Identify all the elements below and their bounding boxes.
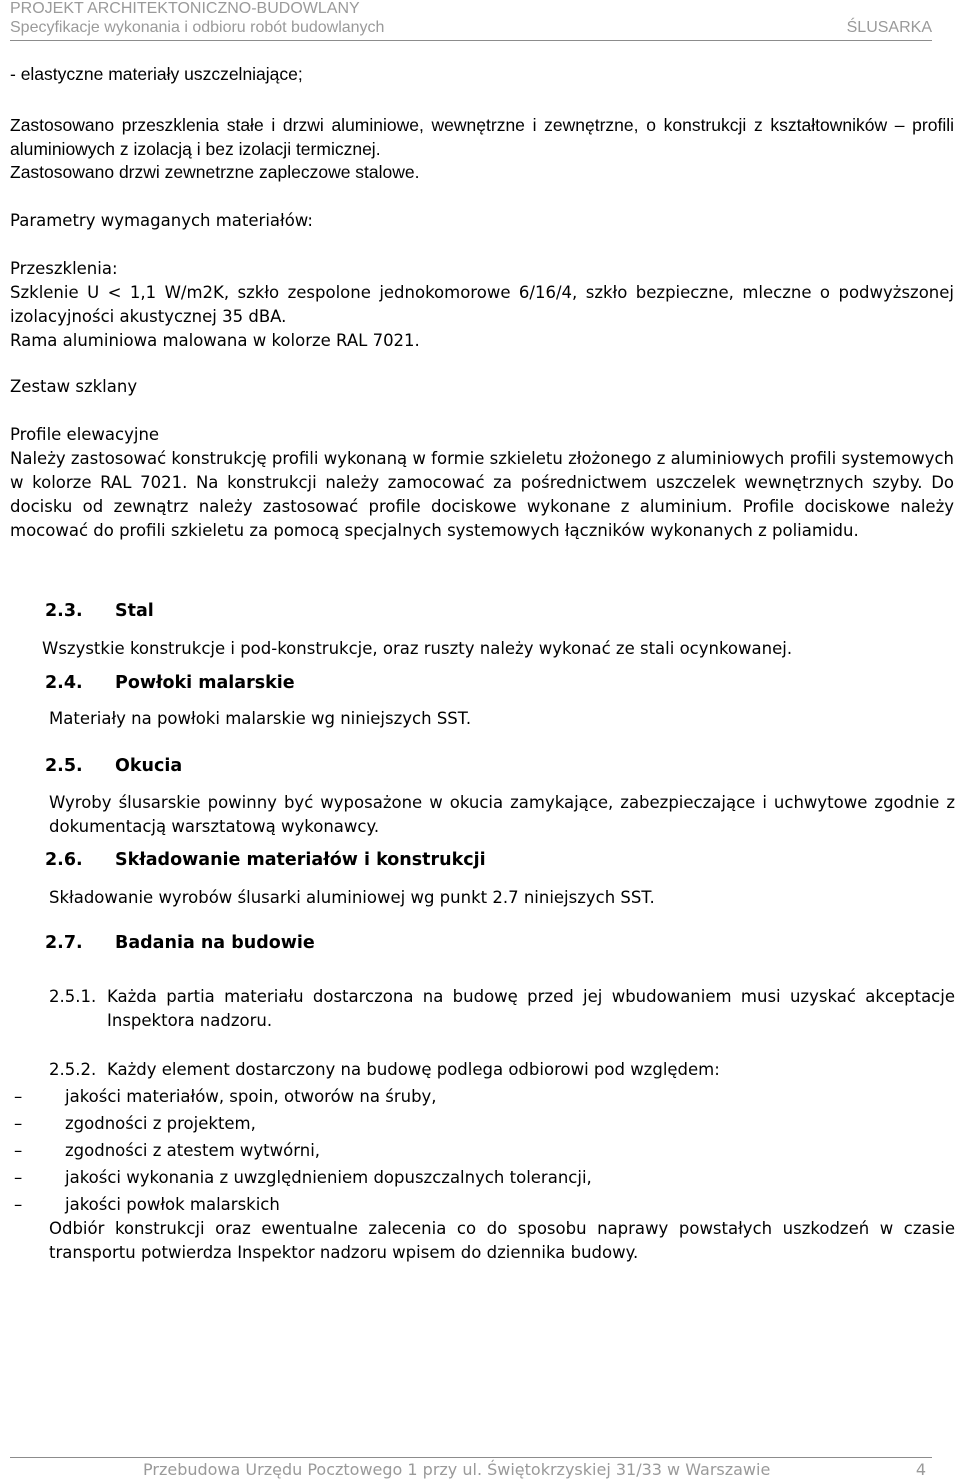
bullet-text: jakości materiałów, spoin, otworów na śruby, xyxy=(65,1087,437,1106)
header-project-title: PROJEKT ARCHITEKTONICZNO-BUDOWLANY xyxy=(10,0,360,17)
section-number: 2.4. xyxy=(45,673,83,693)
paragraph-glass-set: Zestaw szklany xyxy=(10,377,138,396)
section-title: Okucia xyxy=(115,756,183,776)
bullet-item xyxy=(14,1112,914,1136)
section-number: 2.7. xyxy=(45,933,83,953)
paragraph-steel-doors: Zastosowano drzwi zewnetrzne zapleczowe stalowe. xyxy=(10,162,420,182)
item-text: Każda partia materiału dostarczona na budowę przed jej wbudowaniem musi uzyskać akceptacje Inspektora nadzoru. xyxy=(107,987,955,1030)
page-footer xyxy=(10,1457,932,1479)
bullet-text: zgodności z atestem wytwórni, xyxy=(65,1141,321,1160)
footer-project-name: Przebudowa Urzędu Pocztowego 1 przy ul. Świętokrzyskiej 31/33 w Warszawie xyxy=(143,1460,771,1479)
dash-marker: – xyxy=(14,1168,23,1187)
section-heading-paint xyxy=(45,673,645,697)
section-title: Powłoki malarskie xyxy=(115,673,295,693)
section-text-steel: Wszystkie konstrukcje i pod-konstrukcje, oraz ruszty należy wykonać ze stali ocynkowanej. xyxy=(42,639,793,658)
item-text: Każdy element dostarczony na budowę podlega odbiorowi pod względem: xyxy=(107,1060,720,1079)
section-title: Stal xyxy=(115,601,154,621)
header-subtitle: Specyfikacje wykonania i odbioru robót budowlanych xyxy=(10,19,385,36)
page-number: 4 xyxy=(915,1460,926,1479)
section-heading-storage xyxy=(45,850,745,874)
dash-marker: – xyxy=(14,1141,23,1160)
dash-marker: – xyxy=(14,1195,23,1214)
bullet-text: zgodności z projektem, xyxy=(65,1114,256,1133)
bullet-text: jakości powłok malarskich xyxy=(65,1195,280,1214)
section-heading-steel xyxy=(45,601,645,625)
numbered-item-inspection xyxy=(49,1058,955,1082)
bullet-item xyxy=(14,1193,914,1217)
dash-marker: – xyxy=(14,1114,23,1133)
paragraph-closing: Odbiór konstrukcji oraz ewentualne zalecenia co do sposobu naprawy powstałych uszkodzeń w czasie transportu potwierdza Inspektor nadzoru wpisem do dziennika budowy. xyxy=(49,1219,955,1262)
bullet-text: jakości wykonania z uwzględnieniem dopuszczalnych tolerancji, xyxy=(65,1168,592,1187)
bullet-item xyxy=(14,1139,914,1163)
section-heading-site-tests xyxy=(45,933,645,957)
paragraph-sealants: - elastyczne materiały uszczelniające; xyxy=(10,64,303,84)
header-section-label: ŚLUSARKA xyxy=(846,19,932,36)
section-text-fittings: Wyroby ślusarskie powinny być wyposażone w okucia zamykające, zabezpieczające i uchwytowe zgodnie z dokumentacją warsztatową wykonawcy. xyxy=(49,793,955,836)
section-number: 2.5. xyxy=(45,756,83,776)
dash-marker: – xyxy=(14,1087,23,1106)
item-number: 2.5.1. xyxy=(49,987,97,1006)
section-text-paint: Materiały na powłoki malarskie wg niniejszych SST. xyxy=(49,709,472,728)
paragraph-glazing-label: Przeszklenia: xyxy=(10,259,118,278)
section-number: 2.3. xyxy=(45,601,83,621)
item-number: 2.5.2. xyxy=(49,1060,97,1079)
paragraph-frame-color: Rama aluminiowa malowana w kolorze RAL 7021. xyxy=(10,331,420,350)
numbered-item-acceptance xyxy=(49,985,955,1033)
section-title: Składowanie materiałów i konstrukcji xyxy=(115,850,486,870)
page-header xyxy=(10,0,932,41)
section-title: Badania na budowie xyxy=(115,933,315,953)
section-text-storage: Składowanie wyrobów ślusarki aluminiowej wg punkt 2.7 niniejszych SST. xyxy=(49,888,655,907)
paragraph-facade-profiles: Należy zastosować konstrukcję profili wykonaną w formie szkieletu złożonego z aluminiowych profili systemowych w kolorze RAL 7021. Na konstrukcji należy zamocować za pośrednictwem uszczelek wewnętrznych szyby. Do docisku od zewnątrz należy zastosować profile dociskowe wykonane z aluminium. Profile dociskowe należy mocować do profili szkieletu za pomocą specjalnych systemowych łączników wykonanych z poliamidu. xyxy=(10,449,954,540)
bullet-item xyxy=(14,1166,914,1190)
section-number: 2.6. xyxy=(45,850,83,870)
paragraph-glazing-doors: Zastosowano przeszklenia stałe i drzwi aluminiowe, wewnętrzne i zewnętrzne, o konstrukcji z kształtowników – profili aluminiowych z izolacją i bez izolacji termicznej. xyxy=(10,115,954,159)
paragraph-facade-profiles-label: Profile elewacyjne xyxy=(10,425,160,444)
paragraph-parameters-heading: Parametry wymaganych materiałów: xyxy=(10,211,313,230)
paragraph-glazing-spec: Szklenie U < 1,1 W/m2K, szkło zespolone jednokomorowe 6/16/4, szkło bezpieczne, mleczne o podwyższonej izolacyjności akustycznej 35 dBA. xyxy=(10,283,954,326)
section-heading-fittings xyxy=(45,756,645,780)
bullet-item xyxy=(14,1085,914,1109)
